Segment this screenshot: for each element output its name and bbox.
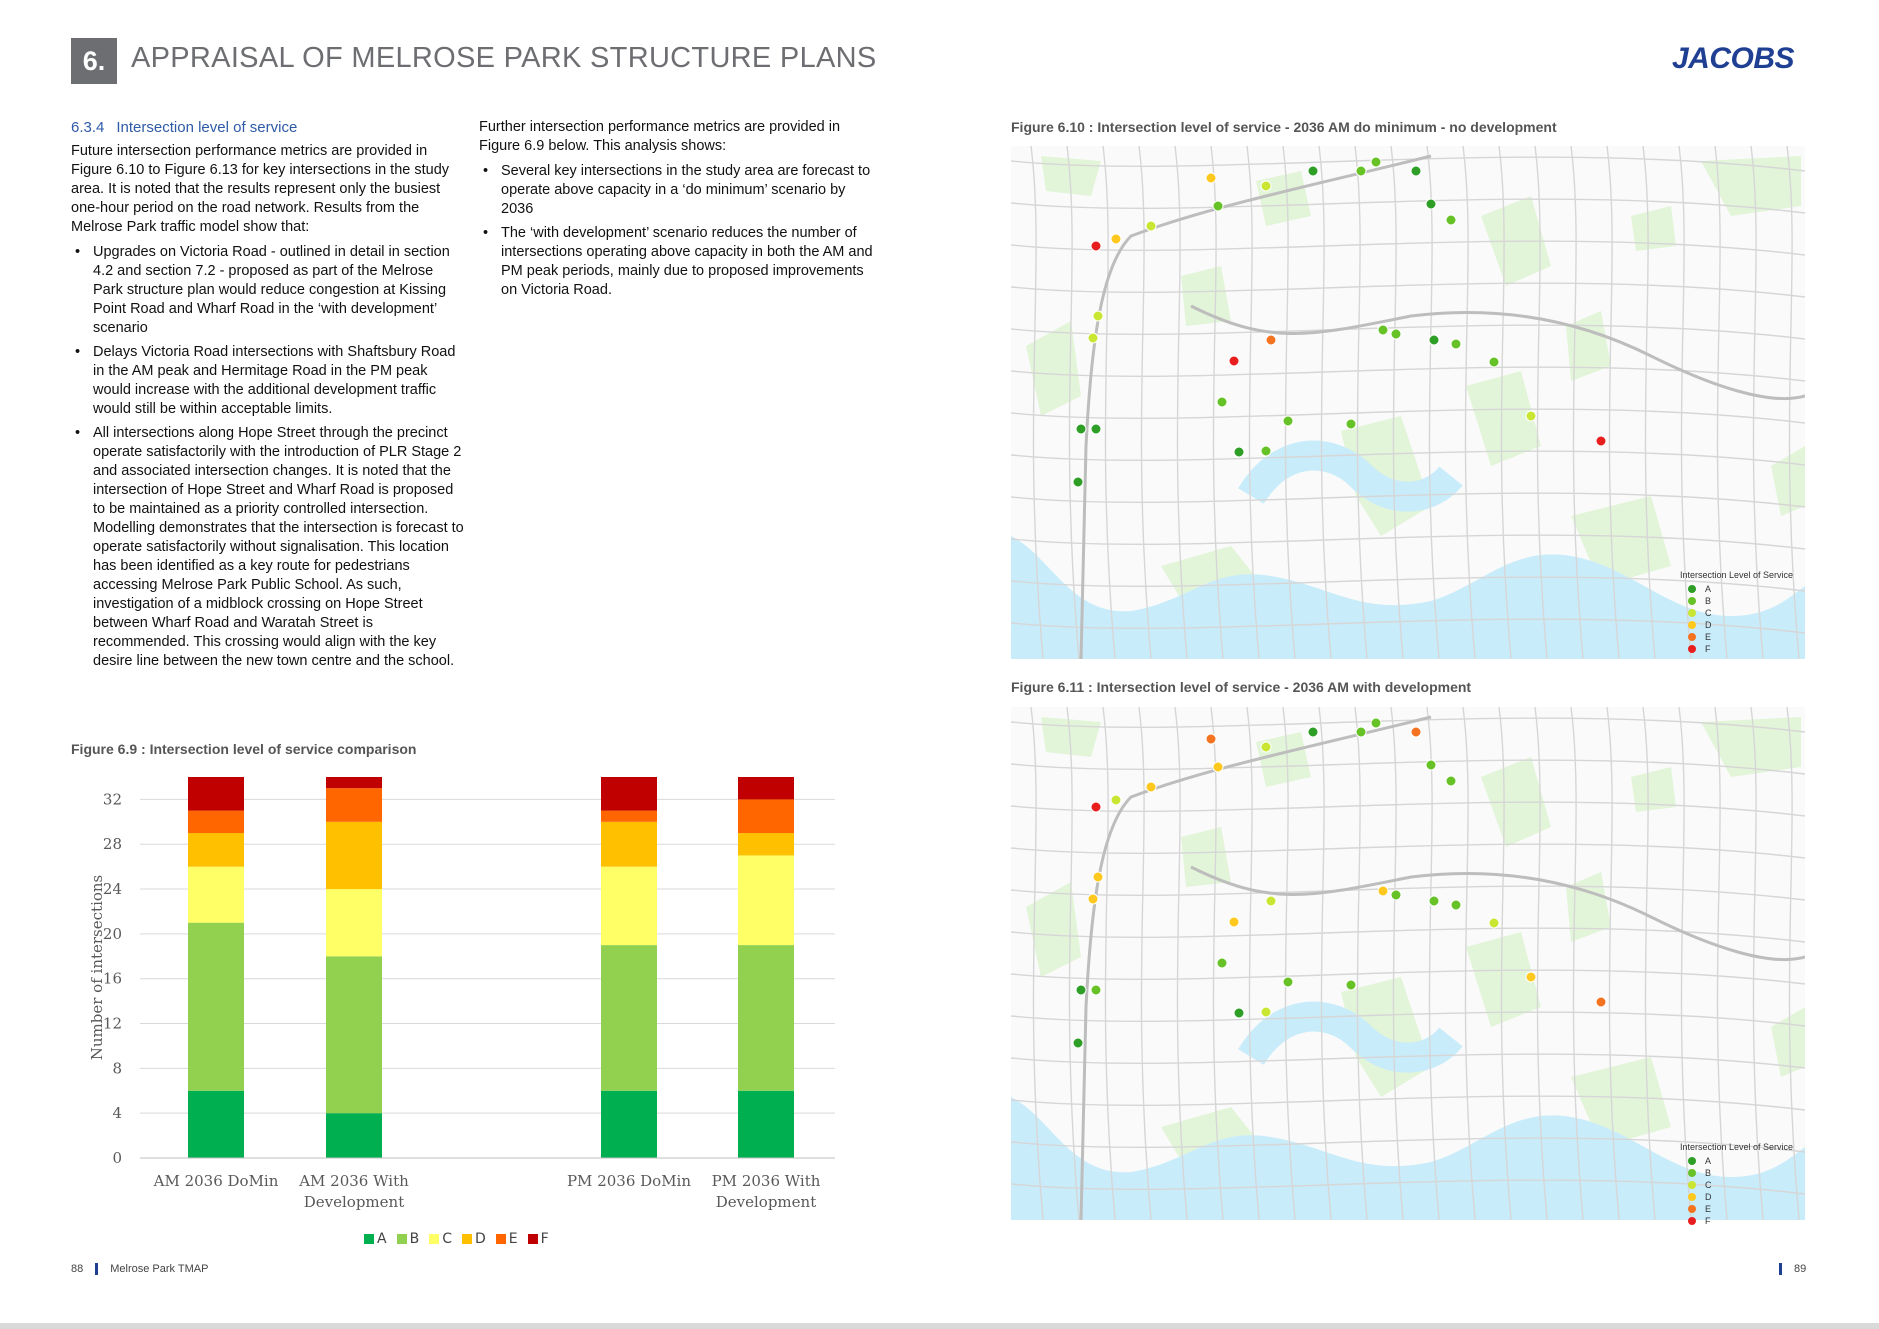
legend-item xyxy=(429,1231,452,1247)
legend-swatch xyxy=(528,1234,538,1244)
x-tick-label: Development xyxy=(715,1193,817,1211)
intersection-marker xyxy=(1076,985,1086,995)
legend-label: C xyxy=(442,1231,452,1247)
legend-label: A xyxy=(1705,584,1712,594)
bar-segment-A xyxy=(188,1091,244,1158)
map-legend-item xyxy=(1680,1155,1793,1167)
bar-segment-A xyxy=(326,1113,382,1158)
intersection-marker xyxy=(1146,221,1156,231)
intersection-marker xyxy=(1073,1038,1083,1048)
bar-segment-D xyxy=(738,833,794,855)
intersection-marker xyxy=(1261,181,1271,191)
bar-segment-A xyxy=(738,1091,794,1158)
legend-label: C xyxy=(1705,608,1712,618)
page-number: 88 xyxy=(71,1263,84,1275)
intersection-marker xyxy=(1229,356,1239,366)
intersection-marker xyxy=(1093,872,1103,882)
intersection-marker xyxy=(1206,734,1216,744)
intersection-marker xyxy=(1091,985,1101,995)
bar-segment-D xyxy=(188,833,244,867)
bar-segment-F xyxy=(188,777,244,811)
footer-left xyxy=(71,1263,208,1275)
bar-segment-C xyxy=(188,867,244,923)
legend-item xyxy=(528,1231,549,1247)
legend-dot xyxy=(1688,1157,1696,1165)
list-item: • Delays Victoria Road intersections with Shaftsbury Road in the AM peak and Hermitage Road in the PM peak would increase with the additional development traffic would still be within acceptable limits. xyxy=(71,343,466,419)
subsection-heading xyxy=(71,118,466,137)
legend-dot xyxy=(1688,633,1696,641)
map-legend-6-11 xyxy=(1680,1141,1793,1227)
map-legend-item xyxy=(1680,1179,1793,1191)
intersection-marker xyxy=(1451,339,1461,349)
map-legend-item xyxy=(1680,1167,1793,1179)
intersection-marker xyxy=(1356,727,1366,737)
y-tick-label: 20 xyxy=(102,924,122,943)
intersection-marker xyxy=(1371,718,1381,728)
map-legend-item xyxy=(1680,583,1793,595)
y-tick-label: 8 xyxy=(112,1059,122,1078)
legend-dot xyxy=(1688,1193,1696,1201)
legend-label: D xyxy=(1705,620,1712,630)
bar-segment-B xyxy=(188,923,244,1091)
intersection-marker xyxy=(1213,201,1223,211)
footer-divider xyxy=(1779,1263,1782,1275)
bar-segment-B xyxy=(738,945,794,1091)
intersection-marker xyxy=(1146,782,1156,792)
legend-dot xyxy=(1688,1169,1696,1177)
legend-title: Intersection Level of Service xyxy=(1680,1142,1794,1152)
intersection-marker xyxy=(1093,311,1103,321)
intersection-marker xyxy=(1088,894,1098,904)
intersection-marker xyxy=(1451,900,1461,910)
intersection-marker xyxy=(1308,166,1318,176)
x-tick-label: PM 2036 DoMin xyxy=(566,1172,692,1190)
intersection-marker xyxy=(1091,424,1101,434)
intersection-marker xyxy=(1391,890,1401,900)
bar-segment-E xyxy=(738,799,794,833)
legend-label: F xyxy=(1705,1216,1711,1226)
bar-segment-E xyxy=(601,811,657,822)
legend-swatch xyxy=(429,1234,439,1244)
y-tick-label: 0 xyxy=(112,1149,122,1167)
list-item: • The ‘with development’ scenario reduces the number of intersections operating above capacity in both the AM and PM peak periods, mainly due to proposed improvements on Victoria Road. xyxy=(479,224,879,300)
intersection-marker xyxy=(1378,325,1388,335)
middle-text-column xyxy=(479,118,879,305)
intersection-marker xyxy=(1266,335,1276,345)
intersection-marker xyxy=(1266,896,1276,906)
legend-label: A xyxy=(1705,1156,1712,1166)
legend-item xyxy=(496,1231,518,1247)
intro-paragraph: Further intersection performance metrics are provided in Figure 6.9 below. This analysis shows: xyxy=(479,119,841,154)
intersection-marker xyxy=(1261,446,1271,456)
intersection-marker xyxy=(1217,958,1227,968)
intersection-marker xyxy=(1411,166,1421,176)
intersection-marker xyxy=(1426,199,1436,209)
document-title: Melrose Park TMAP xyxy=(110,1263,209,1275)
intersection-marker xyxy=(1526,972,1536,982)
intersection-marker xyxy=(1526,411,1536,421)
intersection-marker xyxy=(1091,802,1101,812)
findings-list xyxy=(71,243,466,671)
legend-label: F xyxy=(1705,644,1711,654)
subsection-title: Intersection level of service xyxy=(116,119,298,136)
footer-divider xyxy=(95,1263,98,1275)
legend-label: E xyxy=(508,1231,518,1247)
legend-dot xyxy=(1688,585,1696,593)
y-tick-label: 4 xyxy=(112,1104,122,1123)
intersection-marker xyxy=(1213,762,1223,772)
map-legend-item xyxy=(1680,1215,1793,1227)
map-legend-item xyxy=(1680,595,1793,607)
y-tick-label: 24 xyxy=(102,880,122,899)
legend-label: A xyxy=(377,1231,387,1247)
footer-right xyxy=(1779,1263,1806,1275)
intersection-marker xyxy=(1429,335,1439,345)
map-legend-item xyxy=(1680,631,1793,643)
legend-label: F xyxy=(540,1231,549,1247)
intersection-marker xyxy=(1429,896,1439,906)
legend-label: D xyxy=(474,1231,486,1247)
intersection-marker xyxy=(1261,1007,1271,1017)
y-tick-label: 28 xyxy=(102,835,122,854)
intersection-marker xyxy=(1356,166,1366,176)
intersection-marker xyxy=(1378,886,1388,896)
legend-label: B xyxy=(409,1231,420,1247)
intersection-marker xyxy=(1283,977,1293,987)
legend-label: E xyxy=(1705,632,1712,642)
map-legend-item xyxy=(1680,607,1793,619)
intersection-marker xyxy=(1091,241,1101,251)
list-item: • All intersections along Hope Street through the precinct operate satisfactorily with the introduction of PLR Stage 2 and associated intersection changes. It is noted that the intersection of Hope Street and Wharf Road is proposed to be maintained as a priority controlled intersection. Modelling demonstrates that the intersection is forecast to operate satisfactorily without signalisation. This location has been identified as a key route for pedestrians accessing Melrose Park Public School. As such, investigation of a midblock crossing on Hope Street between Wharf Road and Waratah Street is recommended. This crossing would align with the key desire line between the new town centre and the school. xyxy=(71,424,466,671)
intersection-marker xyxy=(1234,447,1244,457)
intersection-marker xyxy=(1391,329,1401,339)
legend-label: B xyxy=(1705,596,1712,606)
x-tick-label: AM 2036 With xyxy=(299,1172,409,1190)
map-legend-item xyxy=(1680,643,1793,655)
bar-segment-C xyxy=(738,855,794,945)
intersection-marker xyxy=(1346,419,1356,429)
intersection-marker xyxy=(1111,234,1121,244)
figure-6-11-caption: Figure 6.11 : Intersection level of service - 2036 AM with development xyxy=(1011,679,1472,695)
legend-dot xyxy=(1688,1217,1696,1225)
bar-segment-C xyxy=(326,889,382,956)
bar-segment-F xyxy=(738,777,794,799)
intersection-marker xyxy=(1426,760,1436,770)
figure-6-10-caption: Figure 6.10 : Intersection level of service - 2036 AM do minimum - no development xyxy=(1011,119,1557,135)
intersection-marker xyxy=(1283,416,1293,426)
map-legend-item xyxy=(1680,1191,1793,1203)
intro-paragraph: Future intersection performance metrics are provided in Figure 6.10 to Figure 6.13 for key intersections in the study area. It is noted that the results represent only the busiest one-hour period on the road network. Results from the Melrose Park traffic model show that: xyxy=(71,143,450,235)
intersection-marker xyxy=(1217,397,1227,407)
chart-legend xyxy=(364,1231,549,1247)
legend-label: D xyxy=(1705,1192,1712,1202)
intersection-marker xyxy=(1073,477,1083,487)
bar-segment-E xyxy=(326,788,382,822)
figure-6-9-caption: Figure 6.9 : Intersection level of service comparison xyxy=(71,741,417,757)
intersection-marker xyxy=(1446,215,1456,225)
bar-segment-F xyxy=(326,777,382,788)
y-tick-label: 16 xyxy=(102,969,122,988)
legend-dot xyxy=(1688,597,1696,605)
analysis-list xyxy=(479,162,879,300)
intersection-marker xyxy=(1229,917,1239,927)
jacobs-logo: JACOBS xyxy=(1672,42,1795,75)
y-tick-label: 12 xyxy=(102,1014,122,1033)
legend-swatch xyxy=(462,1234,472,1244)
legend-dot xyxy=(1688,1205,1696,1213)
intersection-marker xyxy=(1234,1008,1244,1018)
legend-dot xyxy=(1688,609,1696,617)
legend-label: B xyxy=(1705,1168,1712,1178)
intersection-marker xyxy=(1446,776,1456,786)
list-item: • Upgrades on Victoria Road - outlined in detail in section 4.2 and section 7.2 - proposed as part of the Melrose Park structure plan would reduce congestion at Kissing Point Road and Wharf Road in the ‘with development’ scenario xyxy=(71,243,466,338)
intersection-marker xyxy=(1308,727,1318,737)
intersection-marker xyxy=(1411,727,1421,737)
legend-swatch xyxy=(364,1234,374,1244)
bar-segment-A xyxy=(601,1091,657,1158)
intersection-marker xyxy=(1346,980,1356,990)
x-tick-label: Development xyxy=(303,1193,405,1211)
legend-swatch xyxy=(496,1234,506,1244)
map-legend-item xyxy=(1680,619,1793,631)
legend-label: C xyxy=(1705,1180,1712,1190)
intersection-marker xyxy=(1596,997,1606,1007)
left-text-column xyxy=(71,118,466,676)
legend-dot xyxy=(1688,645,1696,653)
bar-segment-B xyxy=(326,956,382,1113)
section-title: APPRAISAL OF MELROSE PARK STRUCTURE PLANS xyxy=(131,42,877,74)
bar-segment-B xyxy=(601,945,657,1091)
legend-item xyxy=(462,1231,486,1247)
legend-item xyxy=(364,1231,387,1247)
intersection-marker xyxy=(1076,424,1086,434)
bar-segment-C xyxy=(601,867,657,945)
intersection-marker xyxy=(1596,436,1606,446)
x-tick-label: PM 2036 With xyxy=(711,1172,821,1190)
legend-title: Intersection Level of Service xyxy=(1680,570,1794,580)
intersection-marker xyxy=(1489,357,1499,367)
los-comparison-chart xyxy=(80,765,850,1225)
y-axis-label: Number of intersections xyxy=(88,874,106,1061)
bar-segment-F xyxy=(601,777,657,811)
map-legend-item xyxy=(1680,1203,1793,1215)
bar-segment-D xyxy=(326,822,382,889)
x-tick-label: AM 2036 DoMin xyxy=(153,1172,279,1190)
page-number: 89 xyxy=(1794,1263,1807,1275)
bar-segment-D xyxy=(601,822,657,867)
list-item: • Several key intersections in the study area are forecast to operate above capacity in a ‘do minimum’ scenario by 2036 xyxy=(479,162,879,219)
y-tick-label: 32 xyxy=(102,790,122,809)
legend-label: E xyxy=(1705,1204,1712,1214)
intersection-marker xyxy=(1489,918,1499,928)
legend-dot xyxy=(1688,1181,1696,1189)
bar-segment-E xyxy=(188,811,244,833)
intersection-marker xyxy=(1088,333,1098,343)
intersection-marker xyxy=(1111,795,1121,805)
map-legend-6-10 xyxy=(1680,569,1793,655)
legend-item xyxy=(397,1231,420,1247)
legend-dot xyxy=(1688,621,1696,629)
legend-swatch xyxy=(397,1234,407,1244)
subsection-number: 6.3.4 xyxy=(71,119,105,136)
intersection-marker xyxy=(1261,742,1271,752)
park-area xyxy=(1256,171,1311,226)
intersection-marker xyxy=(1371,157,1381,167)
intersection-marker xyxy=(1206,173,1216,183)
park-area xyxy=(1256,732,1311,787)
section-number: 6. xyxy=(71,38,117,84)
page-bottom-rule xyxy=(0,1323,1879,1329)
